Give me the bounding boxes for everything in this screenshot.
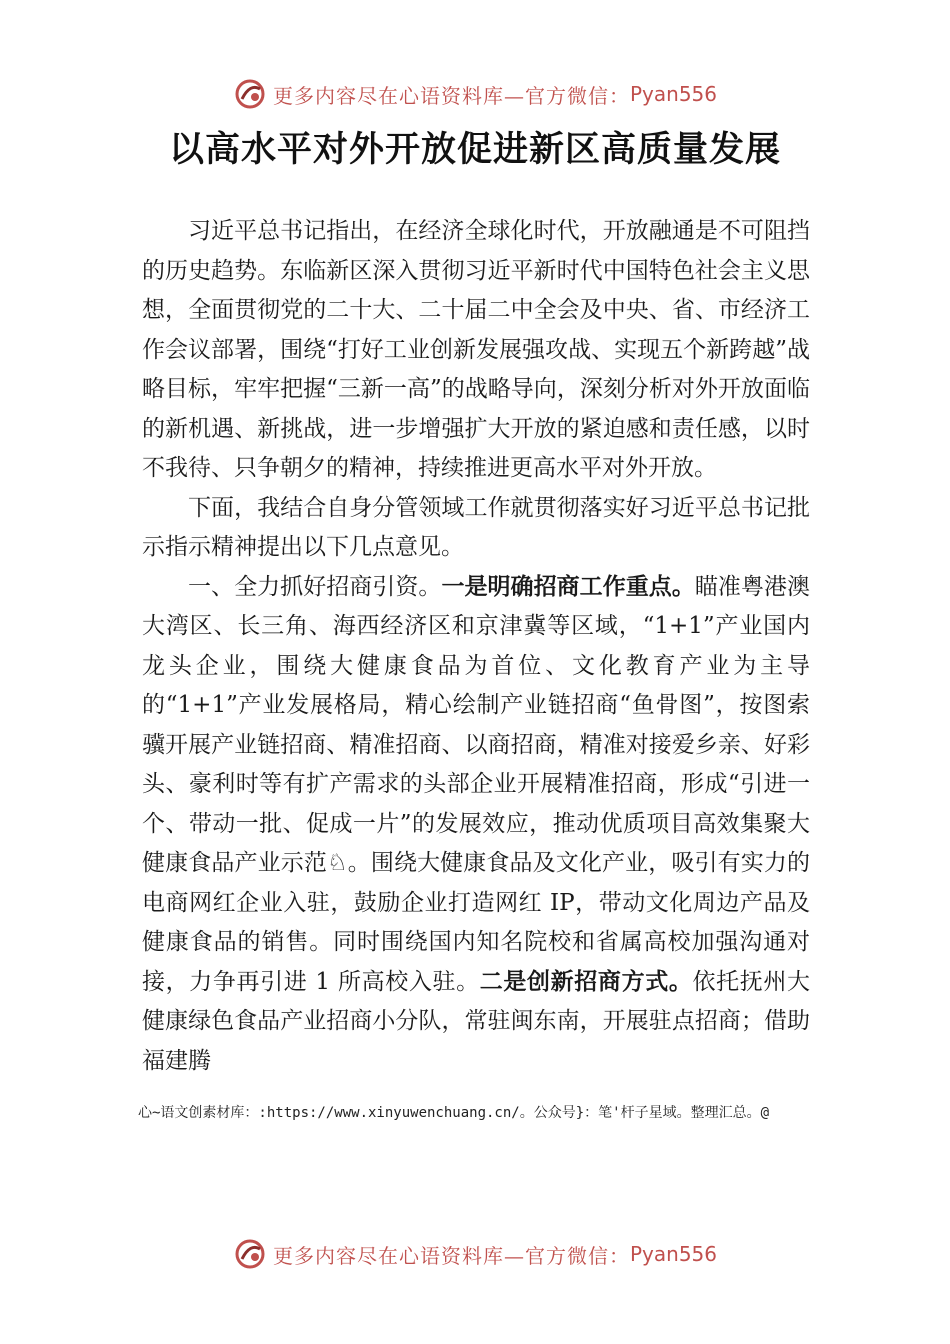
banner-text: 更多内容尽在心语资料库—官方微信：: [272, 83, 630, 108]
paragraph-1: 习近平总书记指出，在经济全球化时代，开放融通是不可阻挡的历史趋势。东临新区深入贯彻习近平新时代中国特色社会主义思想，全面贯彻党的二十大、二十届二中全会及中央、省、市经济工作会议部署，围绕“打好工业创新发展强攻战、实现五个新跨越”战略目标，牢牢把握“三新一高”的战略导向，深刻分析对外开放面临的新机遇、新挑战，进一步增强扩大开放的紧迫感和责任感，以时不我待、只争朝夕的精神，持续推进更高水平对外开放。: [142, 218, 810, 481]
footer-watermark-banner: [0, 1234, 950, 1274]
paragraph-2: 下面，我结合自身分管领域工作就贯彻落实好习近平总书记批示指示精神提出以下几点意见。: [142, 494, 810, 560]
document-body: [142, 212, 810, 1081]
header-watermark-banner: [0, 74, 950, 114]
red-circle-logo-icon: [233, 1237, 267, 1271]
paragraph-3: [142, 568, 810, 1082]
banner-wechat-id: Pyan556: [629, 82, 717, 106]
point-1-text: 瞄准粤港澳大湾区、长三角、海西经济区和京津冀等区域，“1+1”产业国内龙头企业，围绕大健康食品为首位、文化教育产业为主导的“1+1”产业发展格局，精心绘制产业链招商“鱼骨图”，按图索骥开展产业链招商、精准招商、以商招商，精准对接爱乡亲、好彩头、豪利时等有扩产需求的头部企业开展精准招商，形成“引进一个、带动一批、促成一片”的发展效应，推动优质项目高效集聚大健康食品产业示范♘。围绕大健康食品及文化产业，吸引有实力的电商网红企业入驻，鼓励企业打造网红 IP，带动文化周边产品及健康食品的销售。同时围绕国内知名院校和省属高校加强沟通对接，力争再引进 1 所高校入驻。: [142, 573, 811, 995]
banner-wechat-id: Pyan556: [629, 1242, 717, 1266]
banner-text: 更多内容尽在心语资料库—官方微信：: [272, 1243, 630, 1268]
red-circle-logo-icon: [233, 77, 267, 111]
bold-point-2: 二是创新招商方式。: [479, 968, 693, 995]
document-title: 以高水平对外开放促进新区高质量发展: [168, 130, 781, 170]
section-heading: 一、全力抓好招商引资。: [188, 573, 442, 600]
source-footnote: 心~语文创素材库：:https://www.xinyuwenchuang.cn/。公众号}：笔'杆子星域。整理汇总。@: [138, 1105, 770, 1121]
point-2-text: 依托抚州大健康绿色食品产业招商小分队，常驻闽东南，开展驻点招商；借助福建腾: [142, 968, 811, 1074]
bold-point-1: 一是明确招商工作重点。: [441, 573, 695, 600]
